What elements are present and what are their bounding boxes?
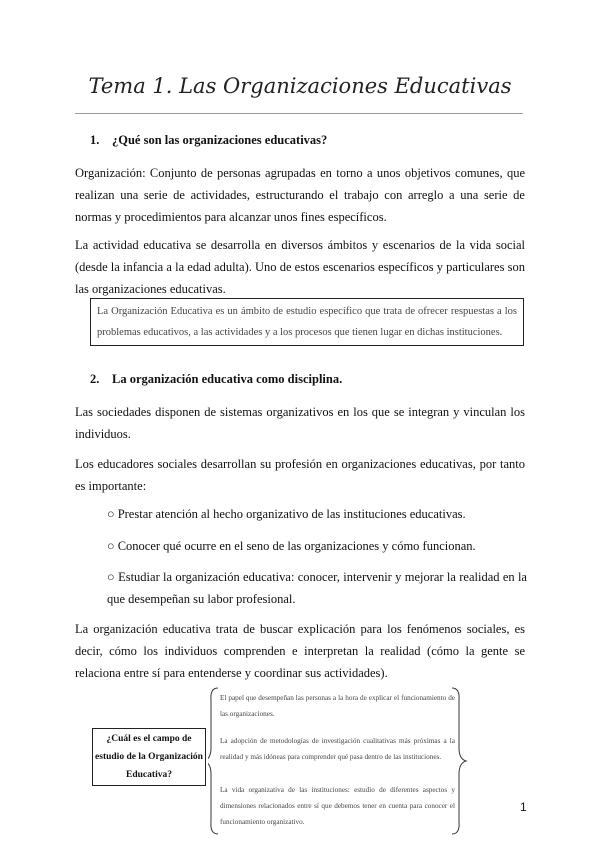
list-item: [107, 503, 527, 525]
section-2-title: La organización educativa como disciplina.: [112, 372, 343, 386]
diagram-item-3: La vida organizativa de las instituciones: estudio de diferentes aspectos y dimensiones relacionados entre sí que debemos tener en cuenta para conocer el funcionamiento organizativo.: [220, 786, 455, 826]
paragraph-educadores: Los educadores sociales desarrollan su profesión en organizaciones educativas, por tanto es importante:: [75, 457, 525, 493]
list-item-text: Prestar atención al hecho organizativo de las instituciones educativas.: [117, 507, 466, 521]
paragraph-actividad-educativa: La actividad educativa se desarrolla en diversos ámbitos y escenarios de la vida social (desde la infancia a la edad adulta). Uno de estos escenarios específicos y particulares son las organizaciones educativas.: [75, 238, 525, 296]
page-title: Tema 1. Las Organizaciones Educativas: [88, 74, 512, 98]
section-1-title: ¿Qué son las organizaciones educativas?: [112, 133, 328, 147]
definition-box: La Organización Educativa es un ámbito de estudio específico que trata de ofrecer respuestas a los problemas educativos, a las actividades y a los procesos que tienen lugar en dichas instituciones.: [90, 298, 524, 346]
diagram-question: ¿Cuál es el campo de estudio de la Organización Educativa?: [95, 734, 203, 780]
section-2-number: 2.: [90, 372, 100, 386]
bullet-icon: ○: [107, 539, 115, 553]
list-item-text: Conocer qué ocurre en el seno de las organizaciones y cómo funcionan.: [117, 539, 476, 553]
title-divider: [75, 113, 523, 114]
section-1-number: 1.: [90, 133, 100, 147]
paragraph-sociedades: Las sociedades disponen de sistemas organizativos en los que se integran y vinculan los individuos.: [75, 405, 525, 441]
bullet-icon: ○: [107, 570, 115, 584]
section-2-heading: [90, 372, 342, 387]
bullet-icon: ○: [107, 507, 115, 521]
page-number: 1: [520, 800, 527, 814]
list-item: [107, 566, 527, 610]
list-item-text: Estudiar la organización educativa: conocer, intervenir y mejorar la realidad en la que desempeñan su labor profesional.: [107, 570, 527, 606]
diagram-question-box: [92, 728, 206, 786]
paragraph-explicacion: La organización educativa trata de buscar explicación para los fenómenos sociales, es decir, cómo los individuos comprenden e interpretan la realidad (cómo la gente se relaciona entre sí para entenderse y coordinar sus actividades).: [75, 622, 525, 680]
list-item: [107, 535, 527, 557]
paragraph-organizacion: Organización: Conjunto de personas agrupadas en torno a unos objetivos comunes, que realizan una serie de actividades, estructurando el trabajo con arreglo a una serie de normas y procedimientos para alcanzar unos fines específicos.: [75, 166, 525, 224]
diagram-item-2: La adopción de metodologías de investigación cualitativas más próximas a la realidad y más idóneas para comprender qué pasa dentro de las instituciones.: [220, 737, 455, 761]
diagram-item-1: El papel que desempeñan las personas a la hora de explicar el funcionamiento de las organizaciones.: [220, 694, 455, 718]
section-1-heading: [90, 133, 327, 148]
